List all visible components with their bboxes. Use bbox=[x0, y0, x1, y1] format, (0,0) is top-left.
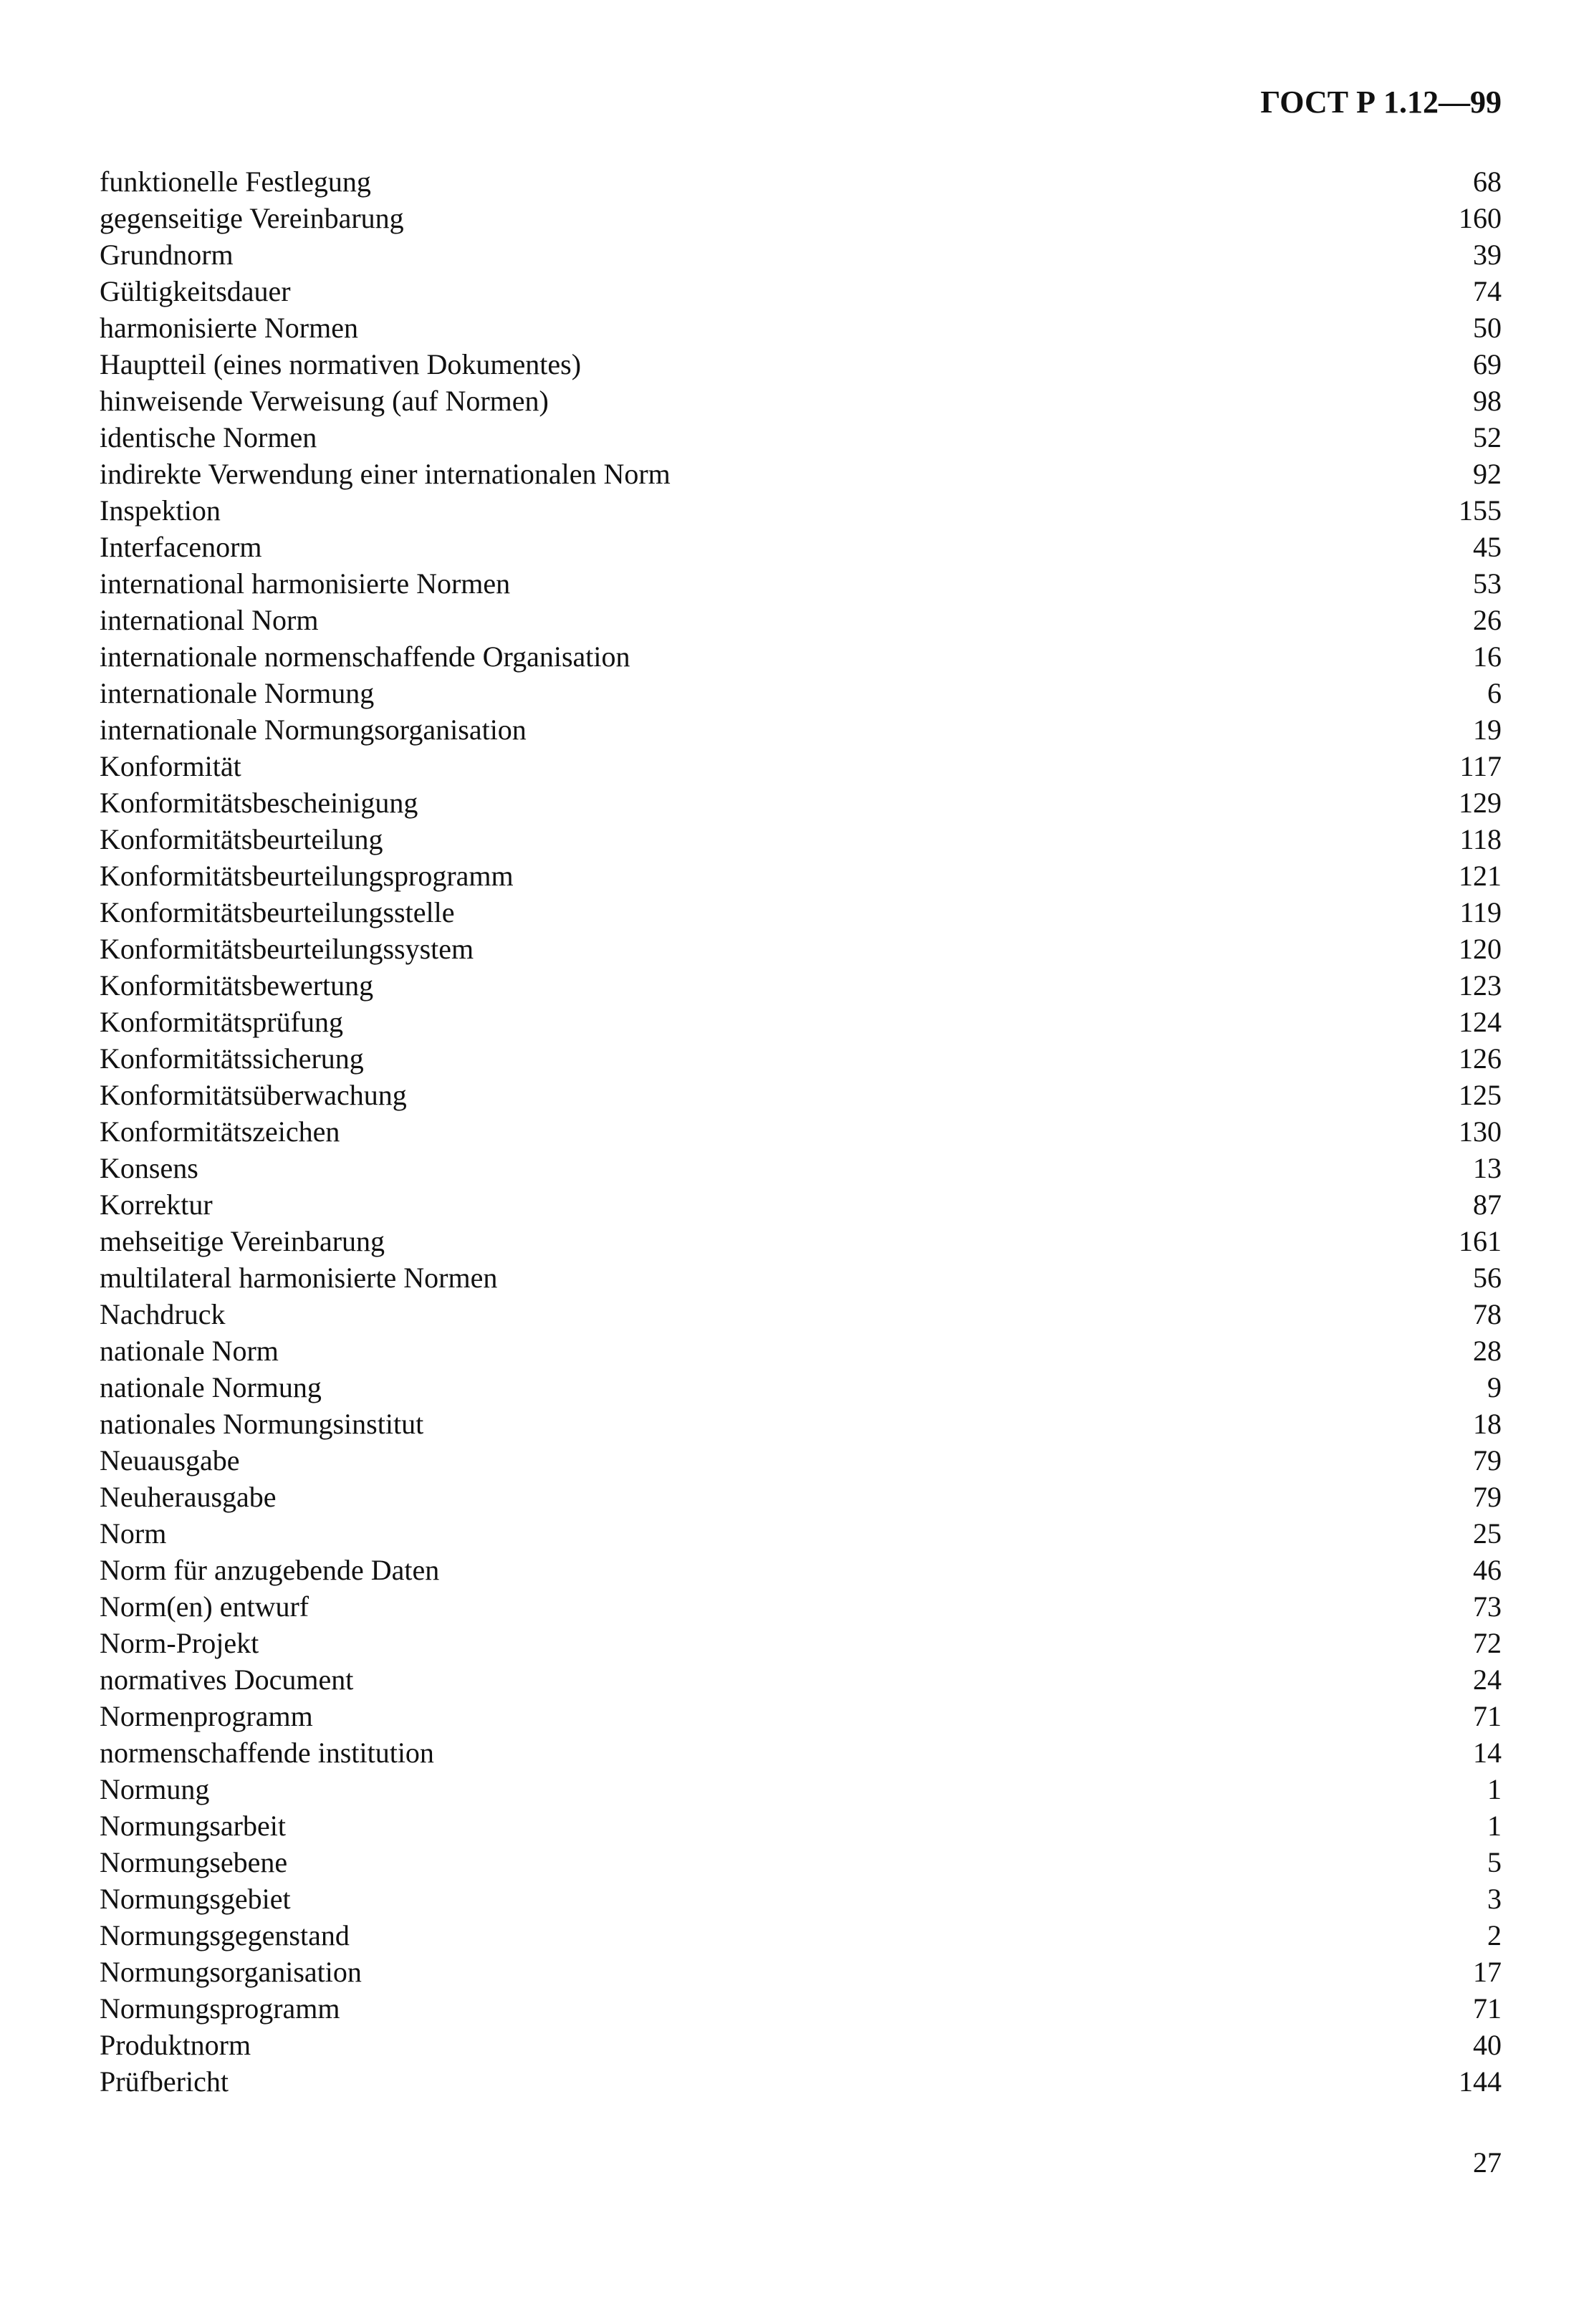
index-reference-number: 155 bbox=[1459, 494, 1502, 527]
index-term: Konformitätsbeurteilung bbox=[100, 823, 383, 855]
page-number: 27 bbox=[1473, 2146, 1502, 2179]
index-entry bbox=[100, 1259, 1502, 1296]
index-reference-number: 3 bbox=[1487, 1883, 1502, 1915]
index-entry bbox=[100, 1077, 1502, 1113]
index-entry bbox=[100, 1150, 1502, 1186]
index-entry bbox=[100, 1588, 1502, 1625]
index-reference-number: 129 bbox=[1459, 787, 1502, 819]
index-term: Interfacenorm bbox=[100, 531, 262, 563]
index-term: Konformitätszeichen bbox=[100, 1115, 340, 1148]
index-entry bbox=[100, 419, 1502, 456]
index-reference-number: 71 bbox=[1473, 1700, 1502, 1732]
term-index-list bbox=[100, 163, 1502, 2100]
index-term: funktionelle Festlegung bbox=[100, 165, 371, 198]
index-reference-number: 24 bbox=[1473, 1663, 1502, 1696]
index-entry bbox=[100, 1881, 1502, 1917]
index-reference-number: 5 bbox=[1487, 1846, 1502, 1878]
index-reference-number: 9 bbox=[1487, 1371, 1502, 1403]
index-entry bbox=[100, 675, 1502, 711]
index-entry bbox=[100, 1515, 1502, 1552]
index-term: Normungsarbeit bbox=[100, 1810, 286, 1842]
index-reference-number: 120 bbox=[1459, 933, 1502, 965]
index-reference-number: 28 bbox=[1473, 1335, 1502, 1367]
index-term: Nachdruck bbox=[100, 1298, 226, 1330]
index-term: international Norm bbox=[100, 604, 319, 636]
index-entry bbox=[100, 1186, 1502, 1223]
index-term: Konformitätssicherung bbox=[100, 1042, 364, 1075]
index-entry bbox=[100, 529, 1502, 565]
index-term: Norm-Projekt bbox=[100, 1627, 259, 1659]
index-term: Normungsgebiet bbox=[100, 1883, 291, 1915]
index-term: normenschaffende institution bbox=[100, 1737, 434, 1769]
index-entry bbox=[100, 1333, 1502, 1369]
index-term: nationales Normungsinstitut bbox=[100, 1408, 424, 1440]
index-entry bbox=[100, 931, 1502, 967]
index-reference-number: 87 bbox=[1473, 1189, 1502, 1221]
index-reference-number: 18 bbox=[1473, 1408, 1502, 1440]
index-term: Konformität bbox=[100, 750, 241, 782]
index-term: hinweisende Verweisung (auf Normen) bbox=[100, 385, 549, 417]
index-term: Konsens bbox=[100, 1152, 198, 1184]
index-reference-number: 125 bbox=[1459, 1079, 1502, 1111]
index-term: Konformitätsbeurteilungsstelle bbox=[100, 896, 455, 928]
index-entry bbox=[100, 1954, 1502, 1990]
index-reference-number: 26 bbox=[1473, 604, 1502, 636]
index-term: multilateral harmonisierte Normen bbox=[100, 1262, 498, 1294]
index-entry bbox=[100, 2027, 1502, 2063]
index-entry bbox=[100, 1479, 1502, 1515]
index-reference-number: 98 bbox=[1473, 385, 1502, 417]
index-entry bbox=[100, 565, 1502, 602]
index-reference-number: 123 bbox=[1459, 969, 1502, 1002]
index-term: Normenprogramm bbox=[100, 1700, 313, 1732]
index-reference-number: 1 bbox=[1487, 1810, 1502, 1842]
index-entry bbox=[100, 1040, 1502, 1077]
index-entry bbox=[100, 1004, 1502, 1040]
index-entry bbox=[100, 2063, 1502, 2100]
index-term: Normung bbox=[100, 1773, 210, 1805]
index-reference-number: 124 bbox=[1459, 1006, 1502, 1038]
index-reference-number: 39 bbox=[1473, 239, 1502, 271]
index-reference-number: 13 bbox=[1473, 1152, 1502, 1184]
index-reference-number: 2 bbox=[1487, 1919, 1502, 1951]
index-reference-number: 71 bbox=[1473, 1992, 1502, 2025]
index-term: Grundnorm bbox=[100, 239, 234, 271]
index-term: harmonisierte Normen bbox=[100, 312, 358, 344]
index-entry bbox=[100, 1442, 1502, 1479]
index-reference-number: 25 bbox=[1473, 1517, 1502, 1550]
index-entry bbox=[100, 383, 1502, 419]
index-term: normatives Document bbox=[100, 1663, 354, 1696]
index-entry bbox=[100, 273, 1502, 309]
index-reference-number: 119 bbox=[1459, 896, 1502, 928]
index-entry bbox=[100, 1807, 1502, 1844]
document-code: ГОСТ Р 1.12—99 bbox=[1260, 85, 1502, 120]
index-term: Gültigkeitsdauer bbox=[100, 275, 291, 307]
index-reference-number: 53 bbox=[1473, 567, 1502, 600]
index-entry bbox=[100, 492, 1502, 529]
index-reference-number: 121 bbox=[1459, 860, 1502, 892]
index-reference-number: 72 bbox=[1473, 1627, 1502, 1659]
index-reference-number: 40 bbox=[1473, 2029, 1502, 2061]
index-reference-number: 117 bbox=[1459, 750, 1502, 782]
index-entry bbox=[100, 638, 1502, 675]
index-reference-number: 160 bbox=[1459, 202, 1502, 234]
index-reference-number: 74 bbox=[1473, 275, 1502, 307]
index-entry bbox=[100, 1990, 1502, 2027]
index-entry bbox=[100, 1296, 1502, 1333]
index-term: Konformitätsprüfung bbox=[100, 1006, 343, 1038]
index-reference-number: 56 bbox=[1473, 1262, 1502, 1294]
index-term: Normungsgegenstand bbox=[100, 1919, 350, 1951]
index-term: nationale Normung bbox=[100, 1371, 322, 1403]
index-entry bbox=[100, 1661, 1502, 1698]
index-entry bbox=[100, 1113, 1502, 1150]
index-term: internationale normenschaffende Organisation bbox=[100, 640, 630, 673]
index-entry bbox=[100, 309, 1502, 346]
index-term: Normungsebene bbox=[100, 1846, 288, 1878]
index-reference-number: 69 bbox=[1473, 348, 1502, 380]
index-entry bbox=[100, 1369, 1502, 1406]
index-entry bbox=[100, 1223, 1502, 1259]
index-entry bbox=[100, 1552, 1502, 1588]
index-reference-number: 130 bbox=[1459, 1115, 1502, 1148]
index-entry bbox=[100, 1625, 1502, 1661]
index-reference-number: 52 bbox=[1473, 421, 1502, 453]
index-reference-number: 14 bbox=[1473, 1737, 1502, 1769]
index-term: Normungsprogramm bbox=[100, 1992, 340, 2025]
index-term: nationale Norm bbox=[100, 1335, 279, 1367]
index-entry bbox=[100, 858, 1502, 894]
index-entry bbox=[100, 602, 1502, 638]
index-entry bbox=[100, 163, 1502, 200]
index-term: Inspektion bbox=[100, 494, 221, 527]
index-entry bbox=[100, 456, 1502, 492]
index-term: Norm(en) entwurf bbox=[100, 1590, 309, 1623]
index-reference-number: 19 bbox=[1473, 714, 1502, 746]
index-term: Norm bbox=[100, 1517, 167, 1550]
index-term: Konformitätsbewertung bbox=[100, 969, 374, 1002]
index-reference-number: 1 bbox=[1487, 1773, 1502, 1805]
index-entry bbox=[100, 1771, 1502, 1807]
index-reference-number: 118 bbox=[1459, 823, 1502, 855]
index-term: Neuausgabe bbox=[100, 1444, 240, 1476]
index-reference-number: 79 bbox=[1473, 1444, 1502, 1476]
index-term: gegenseitige Vereinbarung bbox=[100, 202, 404, 234]
index-term: Norm für anzugebende Daten bbox=[100, 1554, 440, 1586]
index-entry bbox=[100, 1844, 1502, 1881]
index-entry bbox=[100, 1406, 1502, 1442]
index-term: Konformitätsbeurteilungssystem bbox=[100, 933, 474, 965]
index-reference-number: 78 bbox=[1473, 1298, 1502, 1330]
index-term: Produktnorm bbox=[100, 2029, 251, 2061]
index-entry bbox=[100, 236, 1502, 273]
index-term: Konformitätsbescheinigung bbox=[100, 787, 418, 819]
index-entry bbox=[100, 894, 1502, 931]
index-reference-number: 79 bbox=[1473, 1481, 1502, 1513]
index-term: Neuherausgabe bbox=[100, 1481, 277, 1513]
index-term: mehseitige Vereinbarung bbox=[100, 1225, 385, 1257]
index-reference-number: 17 bbox=[1473, 1956, 1502, 1988]
index-reference-number: 161 bbox=[1459, 1225, 1502, 1257]
index-entry bbox=[100, 748, 1502, 784]
index-reference-number: 6 bbox=[1487, 677, 1502, 709]
index-term: internationale Normung bbox=[100, 677, 375, 709]
index-entry bbox=[100, 967, 1502, 1004]
index-entry bbox=[100, 200, 1502, 236]
index-term: Konformitätsbeurteilungsprogramm bbox=[100, 860, 514, 892]
index-entry bbox=[100, 1917, 1502, 1954]
index-term: internationale Normungsorganisation bbox=[100, 714, 527, 746]
index-term: Korrektur bbox=[100, 1189, 213, 1221]
index-reference-number: 16 bbox=[1473, 640, 1502, 673]
index-entry bbox=[100, 1698, 1502, 1734]
index-term: Hauptteil (eines normativen Dokumentes) bbox=[100, 348, 582, 380]
index-reference-number: 50 bbox=[1473, 312, 1502, 344]
index-reference-number: 46 bbox=[1473, 1554, 1502, 1586]
index-reference-number: 144 bbox=[1459, 2065, 1502, 2098]
index-entry bbox=[100, 711, 1502, 748]
index-reference-number: 126 bbox=[1459, 1042, 1502, 1075]
index-reference-number: 92 bbox=[1473, 458, 1502, 490]
index-term: Prüfbericht bbox=[100, 2065, 229, 2098]
index-entry bbox=[100, 784, 1502, 821]
index-term: international harmonisierte Normen bbox=[100, 567, 511, 600]
index-reference-number: 73 bbox=[1473, 1590, 1502, 1623]
index-reference-number: 68 bbox=[1473, 165, 1502, 198]
index-term: Normungsorganisation bbox=[100, 1956, 362, 1988]
index-entry bbox=[100, 821, 1502, 858]
index-term: Konformitätsüberwachung bbox=[100, 1079, 407, 1111]
index-entry bbox=[100, 346, 1502, 383]
index-term: indirekte Verwendung einer internationalen Norm bbox=[100, 458, 671, 490]
index-reference-number: 45 bbox=[1473, 531, 1502, 563]
index-term: identische Normen bbox=[100, 421, 317, 453]
index-entry bbox=[100, 1734, 1502, 1771]
